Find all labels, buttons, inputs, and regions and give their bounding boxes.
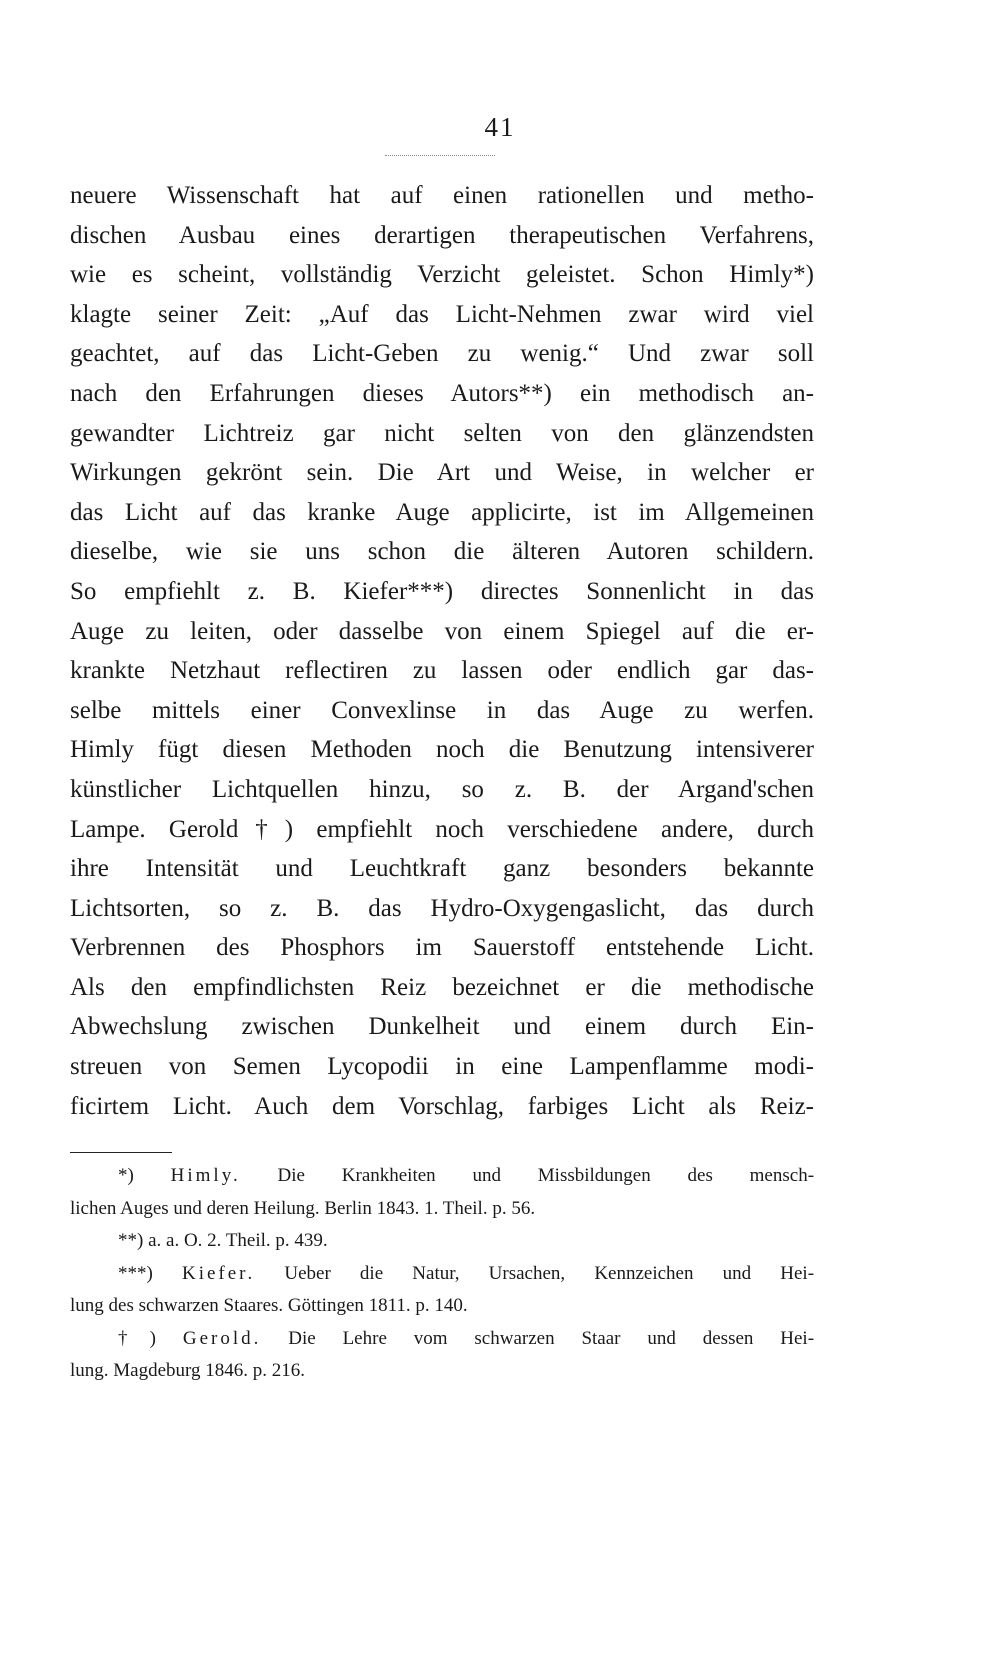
footnote-rule bbox=[70, 1152, 172, 1153]
text-line: streuen von Semen Lycopodii in eine Lampenflamme modi- bbox=[70, 1053, 814, 1081]
text-line: So empfiehlt z. B. Kiefer***) directes Sonnenlicht in das bbox=[70, 577, 814, 605]
footnotes bbox=[70, 1160, 814, 1388]
footnote-text: a. a. O. 2. Theil. p. 439. bbox=[148, 1230, 328, 1251]
text-line: das Licht auf das kranke Auge applicirte, ist im Allgemeinen bbox=[70, 498, 814, 526]
text-line: Auge zu leiten, oder dasselbe von einem Spiegel auf die er- bbox=[70, 617, 814, 645]
text-line: Lampe. Gerold†) empfiehlt noch verschiedene andere, durch bbox=[70, 815, 814, 843]
footnote-text: Die Krankheiten und Missbildungen des mensch- bbox=[277, 1165, 815, 1186]
footnote-text: Die Lehre vom schwarzen Staar und dessen Hei- bbox=[288, 1327, 815, 1349]
footnote-marker: †) bbox=[118, 1327, 156, 1349]
text-line: neuere Wissenschaft hat auf einen rationellen und metho- bbox=[70, 182, 814, 209]
text-line: geachtet, auf das Licht-Geben zu wenig.“ Und zwar soll bbox=[70, 340, 814, 368]
text-line: klagte seiner Zeit: „Auf das Licht-Nehmen zwar wird viel bbox=[70, 300, 814, 328]
text-line: dischen Ausbau eines derartigen therapeutischen Verfahrens, bbox=[70, 221, 814, 249]
footnote-1-continuation: lichen Auges und deren Heilung. Berlin 1843. 1. Theil. p. 56. bbox=[70, 1197, 536, 1219]
footnote-3 bbox=[70, 1258, 814, 1291]
page-number: 41 bbox=[484, 112, 516, 142]
text-line: nach den Erfahrungen dieses Autors**) ein methodisch an- bbox=[70, 379, 814, 407]
footnote-4 bbox=[70, 1323, 814, 1356]
footnote-4-continuation: lung. Magdeburg 1846. p. 216. bbox=[70, 1360, 306, 1381]
footnote-author: Himly. bbox=[170, 1165, 241, 1186]
footnote-author: Kiefer. bbox=[181, 1262, 256, 1284]
text-line: gewandter Lichtreiz gar nicht selten von den glänzendsten bbox=[70, 419, 814, 447]
footnote-text: Ueber die Natur, Ursachen, Kennzeichen und Hei- bbox=[284, 1262, 815, 1284]
text-line: Lichtsorten, so z. B. das Hydro-Oxygengaslicht, das durch bbox=[70, 894, 814, 922]
footnote-marker: **) bbox=[118, 1230, 144, 1251]
text-line: krankte Netzhaut reflectiren zu lassen oder endlich gar das- bbox=[70, 657, 814, 685]
footnote-2 bbox=[70, 1225, 814, 1258]
footnote-author: Gerold. bbox=[182, 1327, 262, 1349]
text-line: künstlicher Lichtquellen hinzu, so z. B. der Argand'schen bbox=[70, 775, 814, 803]
text-line: selbe mittels einer Convexlinse in das Auge zu werfen. bbox=[70, 696, 814, 724]
text-line: ihre Intensität und Leuchtkraft ganz besonders bekannte bbox=[70, 855, 814, 883]
text-line: wie es scheint, vollständig Verzicht geleistet. Schon Himly*) bbox=[70, 261, 814, 289]
footnote-marker: ***) bbox=[118, 1262, 153, 1284]
footnote-1 bbox=[70, 1160, 814, 1193]
text-line: Verbrennen des Phosphors im Sauerstoff entstehende Licht. bbox=[70, 934, 814, 962]
text-line: Abwechslung zwischen Dunkelheit und einem durch Ein- bbox=[70, 1013, 814, 1041]
footnote-marker: *) bbox=[118, 1165, 134, 1186]
text-line: dieselbe, wie sie uns schon die älteren Autoren schildern. bbox=[70, 538, 814, 566]
footnote-3-continuation: lung des schwarzen Staares. Göttingen 1811. p. 140. bbox=[70, 1295, 468, 1316]
text-line: Wirkungen gekrönt sein. Die Art und Weise, in welcher er bbox=[70, 459, 814, 487]
text-line: ficirtem Licht. Auch dem Vorschlag, farbiges Licht als Reiz- bbox=[70, 1092, 814, 1120]
text-line: Als den empfindlichsten Reiz bezeichnet er die methodische bbox=[70, 973, 814, 1001]
text-line: Himly fügt diesen Methoden noch die Benutzung intensiverer bbox=[70, 736, 814, 764]
header-rule bbox=[385, 155, 495, 156]
body-text bbox=[70, 176, 814, 1126]
